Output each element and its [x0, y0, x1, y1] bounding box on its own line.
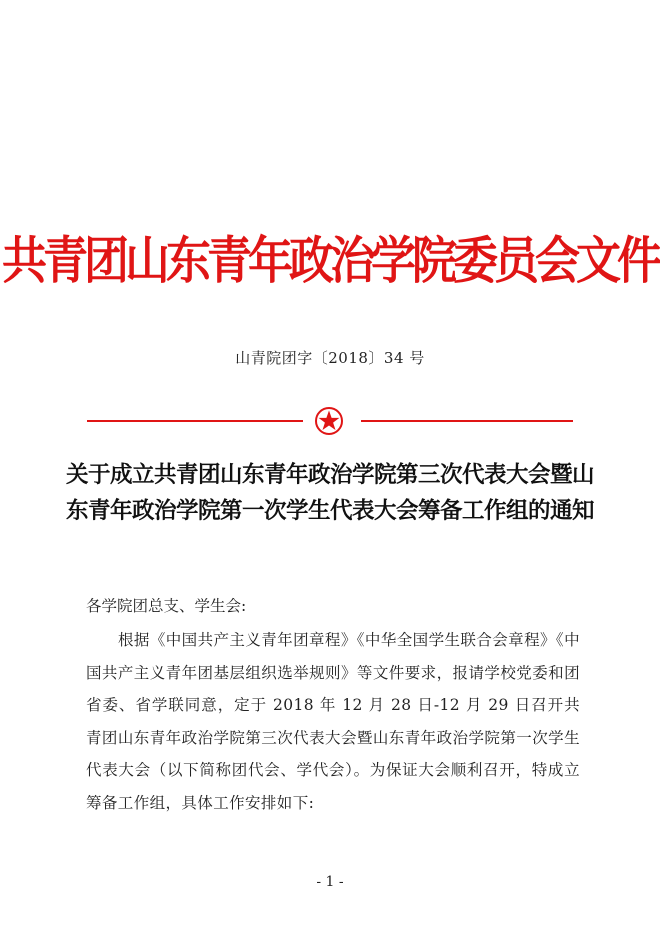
salutation: 各学院团总支、学生会:: [86, 597, 247, 615]
notice-title: 关于成立共青团山东青年政治学院第三次代表大会暨山东青年政治学院第一次学生代表大会筹备工作组的通知: [65, 462, 594, 524]
page-number: - 1 -: [316, 874, 344, 890]
body-paragraph: 根据《中国共产主义青年团章程》《中华全国学生联合会章程》《中国共产主义青年团基层组织选举规则》等文件要求，报请学校党委和团省委、省学联同意，定于 2018 年 12 月 28 日-12 月 29 日召开共青团山东青年政治学院第三次代表大会暨山东青年政治学院第一次学生代表大会（以下简称团代会、学代会）。为保证大会顺利召开，特成立筹备工作组，具体工作安排如下:: [86, 631, 580, 812]
red-star-icon: [314, 406, 344, 436]
divider-line-right: [361, 420, 573, 422]
red-divider: [87, 409, 573, 433]
document-number: 山青院团字〔2018〕34 号: [235, 349, 425, 367]
divider-line-left: [87, 420, 303, 422]
document-header-title: 共青团山东青年政治学院委员会文件: [1, 230, 658, 291]
